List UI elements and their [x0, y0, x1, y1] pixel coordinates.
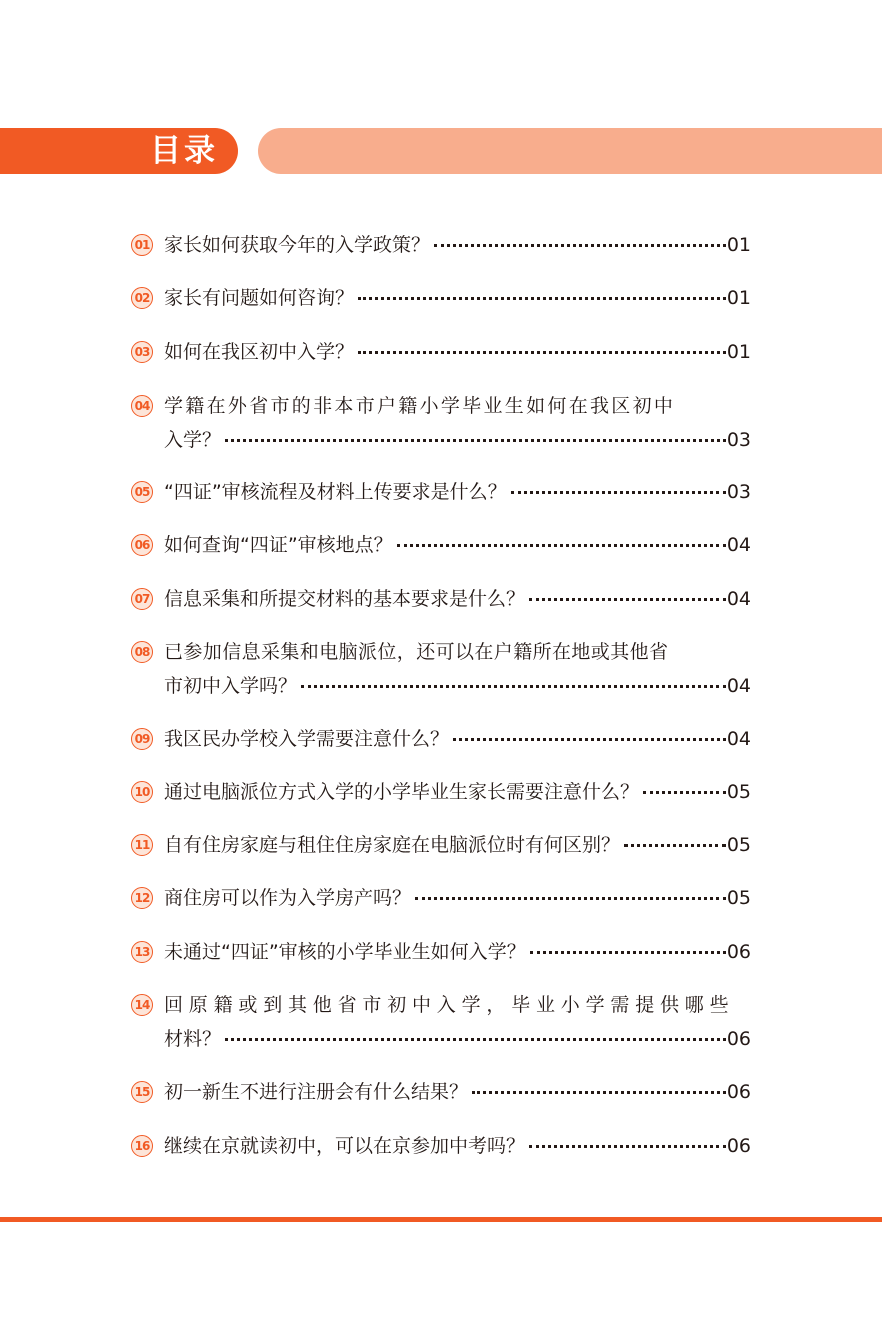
toc-item[interactable] — [131, 775, 751, 809]
toc-item[interactable] — [131, 475, 751, 509]
number-badge: 12 — [131, 887, 153, 909]
toc-item[interactable] — [131, 935, 751, 969]
page-number: 05 — [726, 834, 751, 856]
number-badge: 08 — [131, 641, 153, 663]
toc-title-line2: 入学？ — [164, 429, 222, 451]
page-number: 06 — [726, 1081, 751, 1103]
toc-title: 继续在京就读初中，可以在京参加中考吗？ — [164, 1135, 526, 1157]
toc-title: “四证”审核流程及材料上传要求是什么？ — [164, 481, 507, 503]
page-number: 01 — [726, 234, 751, 256]
dot-leader — [643, 790, 726, 794]
toc-title-line1: 已参加信息采集和电脑派位，还可以在户籍所在地或其他省 — [164, 641, 669, 663]
toc-title: 如何在我区初中入学？ — [164, 341, 355, 363]
toc-item[interactable] — [131, 722, 751, 756]
dot-leader — [301, 684, 726, 688]
number-badge: 05 — [131, 481, 153, 503]
toc-title: 信息采集和所提交材料的基本要求是什么？ — [164, 588, 526, 610]
dot-leader — [415, 896, 726, 900]
toc-title: 如何查询“四证”审核地点？ — [164, 534, 393, 556]
number-badge: 11 — [131, 834, 153, 856]
toc-item[interactable] — [131, 988, 751, 1056]
toc-item[interactable] — [131, 1075, 751, 1109]
footer-divider — [0, 1217, 882, 1222]
toc-item[interactable] — [131, 281, 751, 315]
number-badge: 13 — [131, 941, 153, 963]
toc-item[interactable] — [131, 1129, 751, 1163]
dot-leader — [530, 950, 726, 954]
dot-leader — [434, 243, 726, 247]
toc-title: 自有住房家庭与租住住房家庭在电脑派位时有何区别？ — [164, 834, 621, 856]
page-number: 05 — [726, 781, 751, 803]
toc-title: 未通过“四证”审核的小学毕业生如何入学？ — [164, 941, 526, 963]
page-number: 06 — [726, 1028, 751, 1050]
number-badge: 01 — [131, 234, 153, 256]
page-number: 06 — [726, 1135, 751, 1157]
number-badge: 06 — [131, 534, 153, 556]
number-badge: 09 — [131, 728, 153, 750]
toc-title: 家长如何获取今年的入学政策？ — [164, 234, 431, 256]
table-of-contents — [131, 228, 751, 1163]
page-number: 04 — [726, 728, 751, 750]
page-number: 06 — [726, 941, 751, 963]
page-title: 目录 — [150, 133, 218, 169]
toc-item[interactable] — [131, 881, 751, 915]
page-number: 01 — [726, 287, 751, 309]
toc-title: 初一新生不进行注册会有什么结果？ — [164, 1081, 469, 1103]
dot-leader — [453, 737, 726, 741]
toc-title-line2: 材料？ — [164, 1028, 222, 1050]
toc-title-line1: 学籍在外省市的非本市户籍小学毕业生如何在我区初中 — [164, 395, 676, 417]
toc-item[interactable] — [131, 528, 751, 562]
number-badge: 16 — [131, 1135, 153, 1157]
toc-title: 通过电脑派位方式入学的小学毕业生家长需要注意什么？ — [164, 781, 640, 803]
page-number: 05 — [726, 887, 751, 909]
page-number: 03 — [726, 429, 751, 451]
dot-leader — [225, 1037, 726, 1041]
toc-item[interactable] — [131, 389, 751, 457]
dot-leader — [511, 490, 726, 494]
toc-item[interactable] — [131, 828, 751, 862]
page-number: 04 — [726, 588, 751, 610]
number-badge: 04 — [131, 395, 153, 417]
dot-leader — [397, 543, 726, 547]
toc-title: 商住房可以作为入学房产吗？ — [164, 887, 412, 909]
page-number: 04 — [726, 675, 751, 697]
number-badge: 03 — [131, 341, 153, 363]
dot-leader — [624, 843, 726, 847]
toc-item[interactable] — [131, 228, 751, 262]
dot-leader — [529, 597, 726, 601]
dot-leader — [472, 1090, 726, 1094]
toc-title-line1: 回原籍或到其他省市初中入学，毕业小学需提供哪些 — [164, 994, 735, 1016]
page-number: 04 — [726, 534, 751, 556]
dot-leader — [529, 1144, 726, 1148]
dot-leader — [358, 296, 726, 300]
number-badge: 07 — [131, 588, 153, 610]
toc-item[interactable] — [131, 582, 751, 616]
toc-title-line2: 市初中入学吗？ — [164, 675, 298, 697]
toc-item[interactable] — [131, 335, 751, 369]
page-number: 03 — [726, 481, 751, 503]
number-badge: 14 — [131, 994, 153, 1016]
header-decoration-bar — [258, 128, 882, 174]
toc-title: 我区民办学校入学需要注意什么？ — [164, 728, 450, 750]
number-badge: 02 — [131, 287, 153, 309]
dot-leader — [225, 438, 726, 442]
page-number: 01 — [726, 341, 751, 363]
toc-item[interactable] — [131, 635, 751, 703]
dot-leader — [358, 350, 726, 354]
number-badge: 10 — [131, 781, 153, 803]
toc-title: 家长有问题如何咨询？ — [164, 287, 355, 309]
number-badge: 15 — [131, 1081, 153, 1103]
